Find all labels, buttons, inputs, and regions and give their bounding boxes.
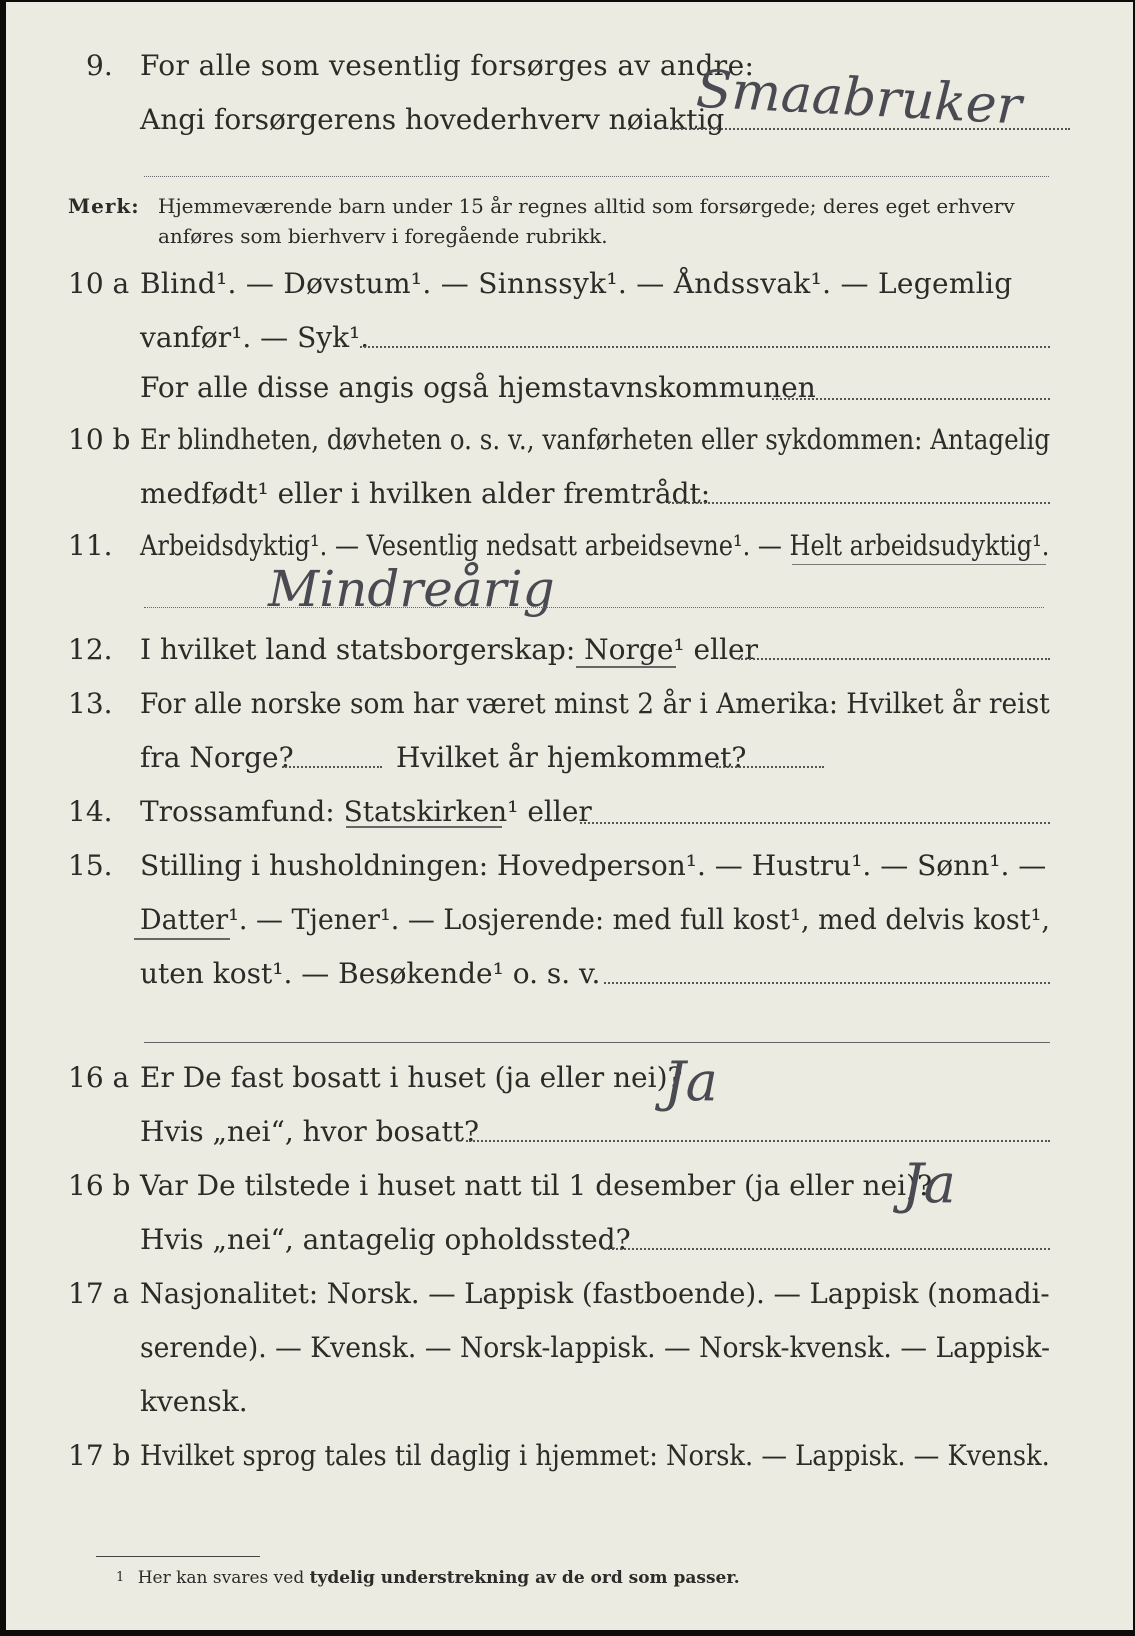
q13-number: 13. — [68, 687, 113, 720]
q16a-line1: Er De fast bosatt i huset (ja eller nei)? — [140, 1061, 683, 1094]
q15-dots — [604, 982, 1050, 984]
q16b-number: 16 b — [68, 1169, 131, 1202]
q16b-line1: Var De tilstede i huset natt til 1 desember (ja eller nei)? — [140, 1169, 933, 1202]
q10a-line2: vanfør¹. — Syk¹. — [140, 321, 370, 354]
q17a-line3: kvensk. — [140, 1385, 248, 1418]
q17b-number: 17 b — [68, 1439, 131, 1472]
q16a-number: 16 a — [68, 1061, 130, 1094]
q12-norge-underline — [576, 666, 676, 668]
q12-number: 12. — [68, 633, 113, 666]
q17b-line1: Hvilket sprog tales til daglig i hjemmet: Norsk. — Lappisk. — Kvensk. — [140, 1439, 1050, 1472]
q9-handwritten-answer: Smaabruker — [694, 59, 1024, 137]
census-form-page — [6, 2, 1133, 1630]
merk-line1: Hjemmeværende barn under 15 år regnes alltid som forsørgede; deres eget erhverv — [158, 194, 1015, 218]
q14-statskirken-underline — [346, 826, 502, 828]
q11-line1: Arbeidsdyktig¹. — Vesentlig nedsatt arbeidsevne¹. — Helt arbeidsudyktig¹. — [140, 529, 1050, 562]
q9-line1: For alle som vesentlig forsørges av andre: — [140, 49, 755, 82]
q16b-handwritten-answer: Ja — [902, 1152, 956, 1215]
q15-line1: Stilling i husholdningen: Hovedperson¹. — Hustru¹. — Sønn¹. — — [140, 849, 1047, 882]
q16b-dots — [604, 1248, 1050, 1250]
q15-line3: uten kost¹. — Besøkende¹ o. s. v. — [140, 957, 601, 990]
q10b-line1: Er blindheten, døvheten o. s. v., vanførheten eller sykdommen: Antagelig — [140, 423, 1051, 456]
q13-line2a-dots — [282, 766, 382, 768]
q17a-number: 17 a — [68, 1277, 130, 1310]
q10b-line2-dots — [668, 502, 1050, 504]
q13-line2a: fra Norge? — [140, 741, 294, 774]
q13-line2b-dots — [716, 766, 824, 768]
q16b-line2: Hvis „nei“, antagelig opholdssted? — [140, 1223, 631, 1256]
footnote — [116, 1568, 740, 1588]
q9-number: 9. — [86, 49, 113, 82]
q10a-line2-dots — [360, 346, 1050, 348]
q16a-line2: Hvis „nei“, hvor bosatt? — [140, 1115, 479, 1148]
q10a-number: 10 a — [68, 267, 130, 300]
q11-answer-line — [144, 607, 1044, 608]
q16a-handwritten-answer: Ja — [664, 1050, 718, 1113]
q11-helt-underline — [792, 564, 1046, 565]
q13-line1: For alle norske som har været minst 2 år i Amerika: Hvilket år reist — [140, 687, 1050, 720]
footnote-rule — [96, 1556, 260, 1557]
q15-datter-underline — [134, 938, 230, 940]
q10a-line3-dots — [772, 398, 1050, 400]
footnote-bold-text: tydelig understrekning av de ord som passer. — [309, 1568, 740, 1588]
q10a-line3: For alle disse angis også hjemstavnskommunen — [140, 371, 816, 404]
merk-line2: anføres som bierhverv i foregående rubrikk. — [158, 224, 608, 248]
q14-line1: Trossamfund: Statskirken¹ eller — [140, 795, 592, 828]
q17a-line2: serende). — Kvensk. — Norsk-lappisk. — Norsk-kvensk. — Lappisk- — [140, 1331, 1050, 1364]
q10a-line1: Blind¹. — Døvstum¹. — Sinnssyk¹. — Åndssvak¹. — Legemlig — [140, 267, 1013, 300]
q17a-line1: Nasjonalitet: Norsk. — Lappisk (fastboende). — Lappisk (nomadi- — [140, 1277, 1050, 1310]
q12-dots — [738, 658, 1050, 660]
q10b-line2: medfødt¹ eller i hvilken alder fremtrådt: — [140, 477, 711, 510]
merk-label: Merk: — [68, 194, 140, 218]
q11-handwritten-answer: Mindreårig — [268, 560, 555, 618]
footnote-text: Her kan svares ved — [137, 1568, 305, 1588]
q15-second-line — [144, 1042, 1050, 1043]
footnote-mark: 1 — [116, 1570, 125, 1585]
q14-number: 14. — [68, 795, 113, 828]
q12-line1: I hvilket land statsborgerskap: Norge¹ eller — [140, 633, 758, 666]
q9-line2: Angi forsørgerens hovederhverv nøiaktig — [140, 103, 725, 136]
q16a-dots — [466, 1140, 1050, 1142]
q15-number: 15. — [68, 849, 113, 882]
q10b-number: 10 b — [68, 423, 131, 456]
q15-line2: Datter¹. — Tjener¹. — Losjerende: med full kost¹, med delvis kost¹, — [140, 903, 1050, 936]
q14-dots — [580, 822, 1050, 824]
q13-line2b: Hvilket år hjemkommet? — [396, 741, 747, 774]
q11-number: 11. — [68, 529, 113, 562]
q9-second-line — [144, 176, 1049, 177]
